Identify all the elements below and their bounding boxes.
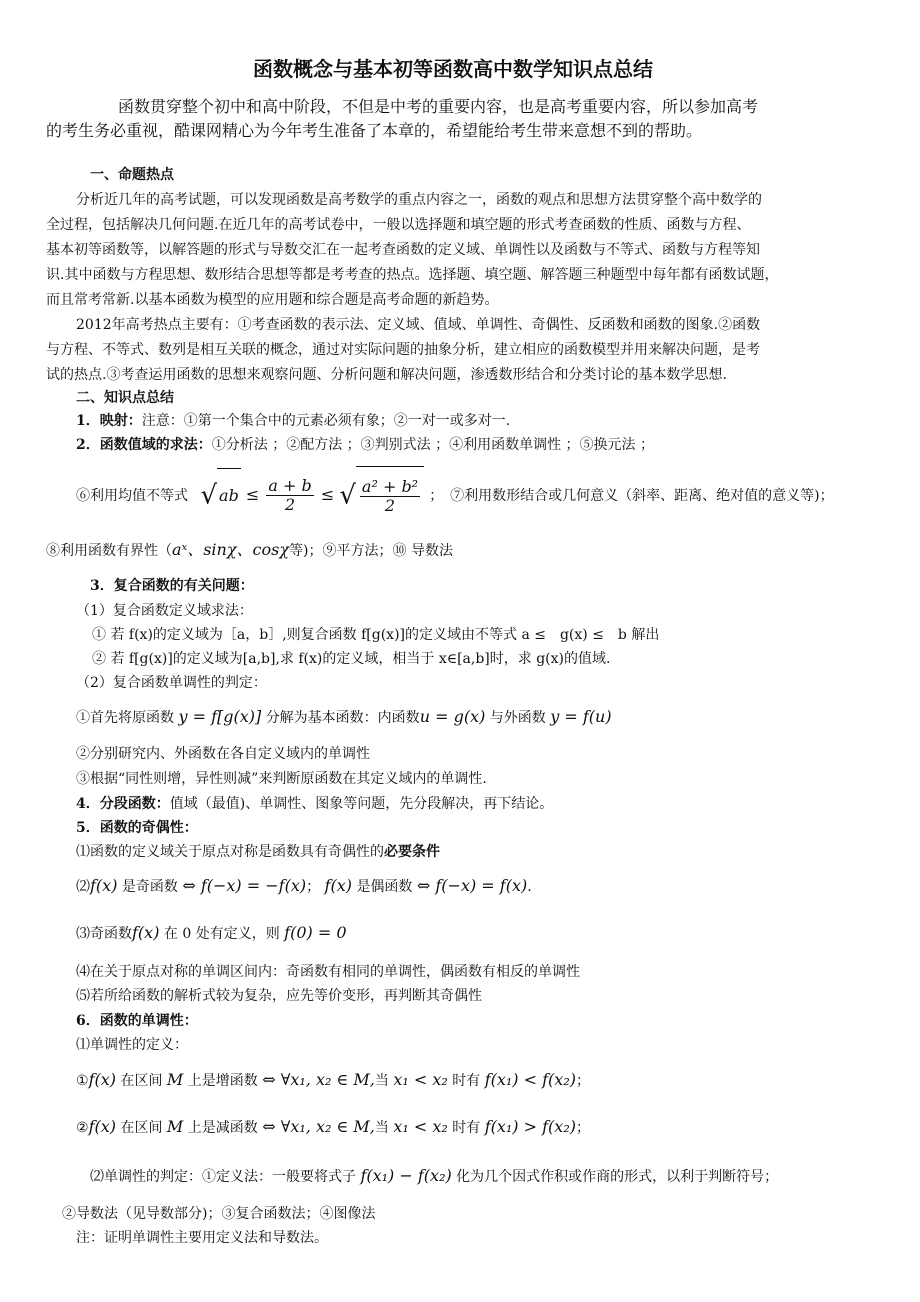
item6-label: 6．函数的单调性： (76, 1013, 198, 1029)
item6-1b (76, 1118, 590, 1137)
formula-y-f-u: y = f(u) (550, 707, 612, 726)
formula: ⇔ ∀x₁, x₂ ∈ M, (262, 1070, 375, 1089)
formula: x₁ < x₂ (393, 1117, 448, 1136)
section1-para1-line: 全过程，包括解决几何问题.在近几年的高考试卷中，一般以选择题和填空题的形式考查函数的性质、函数与方程、 (46, 217, 751, 233)
formula: f(x) (88, 1070, 116, 1089)
item5-2 (76, 877, 532, 896)
section1-para1-line: 而且常考常新.以基本函数为模型的应用题和综合题是高考命题的新趋势。 (46, 292, 499, 308)
item1-label: 1．映射： (76, 413, 142, 429)
item2-line2-prefix: ⑥利用均值不等式 (76, 488, 188, 504)
formula: x₁ < x₂ (393, 1070, 448, 1089)
item3-sub1-a: ① 若 f(x)的定义域为［a，b］,则复合函数 f[g(x)]的定义域由不等式 a ≤ g(x) ≤ b 解出 (92, 627, 660, 643)
section1-para1-line: 分析近几年的高考试题，可以发现函数是高考数学的重点内容之一，函数的观点和思想方法贯穿整个高中数学的 (76, 192, 762, 208)
text: 与外函数 (489, 710, 546, 726)
section1-para1-line: 基本初等函数等，以解答题的形式与导数交汇在一起考查函数的定义域、单调性以及函数与不等式、函数与方程等知 (46, 242, 760, 258)
item5-3 (76, 924, 347, 943)
text: . (527, 879, 532, 895)
text: 时有 (452, 1073, 481, 1089)
section1-para1-line: 识.其中函数与方程思想、数形结合思想等都是考考查的热点。选择题、填空题、解答题三种题型中每年都有函数试题， (46, 267, 779, 283)
formula: ⇔ f(−x) = −f(x) (182, 876, 307, 895)
formula: f(x) (324, 876, 352, 895)
item5-5: ⑸若所给函数的解析式较为复杂，应先等价变形，再判断其奇偶性 (76, 988, 482, 1004)
item3-sub2-c: ③根据“同性则增，异性则减”来判断原函数在其定义域内的单调性. (76, 771, 487, 787)
necessary-condition: 必要条件 (384, 844, 440, 860)
note: 注：证明单调性主要用定义法和导数法。 (76, 1230, 328, 1246)
text: 当 (374, 1120, 389, 1136)
item5-label: 5．函数的奇偶性： (76, 820, 198, 836)
item4-piecewise (76, 795, 553, 813)
text: ①首先将原函数 (76, 710, 174, 726)
formula: ⇔ ∀x₁, x₂ ∈ M, (262, 1117, 375, 1136)
formula-u-g-x: u = g(x) (419, 707, 486, 726)
formula: f(x₁) > f(x₂) (484, 1117, 576, 1136)
intro-line-2: 的考生务必重视，酷课网精心为今年考生准备了本章的，希望能给考生带来意想不到的帮助。 (46, 121, 703, 140)
text: 分解为基本函数：内函数 (265, 710, 420, 726)
formula: f(x) (88, 1117, 116, 1136)
text: ； (575, 1120, 590, 1136)
item2-line3-text: ⑧利用函数有界性（ (46, 543, 172, 559)
item2-line3-end: 等)；⑨平方法；⑩ 导数法 (289, 543, 453, 559)
text: ① (76, 1073, 89, 1089)
item3-sub1: （1）复合函数定义域求法： (76, 603, 253, 619)
item2-label: 2．函数值域的求法： (76, 437, 212, 453)
formula: f(x) (90, 876, 118, 895)
page-title: 函数概念与基本初等函数高中数学知识点总结 (253, 57, 653, 81)
formula: M (166, 1117, 184, 1136)
text: 上是增函数 (187, 1073, 258, 1089)
formula: M (166, 1070, 184, 1089)
mean-inequality-formula: √ ab ≤ $\frac{a + b}{2}$ ≤ √ $\frac{\text{a² + b²}}{2}$ (200, 485, 429, 504)
item5-4: ⑷在关于原点对称的单调区间内：奇函数有相同的单调性，偶函数有相反的单调性 (76, 964, 580, 980)
text: ； (575, 1073, 590, 1089)
text: ⑴函数的定义域关于原点对称是函数具有奇偶性的 (76, 844, 384, 860)
item2-line2 (76, 466, 834, 520)
section1-para2-line: 与方程、不等式、数列是相互关联的概念，通过对实际问题的抽象分析，建立相应的函数模型并用来解决问题，是考 (46, 342, 760, 358)
text: 当 (374, 1073, 389, 1089)
section1-para2-line: 2012年高考热点主要有：①考查函数的表示法、定义域、值域、单调性、奇偶性、反函数和函数的图象.②函数 (76, 317, 761, 333)
formula-y-f-g-x: y = f[g(x)] (178, 707, 262, 726)
item4-text: 值域（最值)、单调性、图象等问题，先分段解决，再下结论。 (169, 796, 554, 812)
item2-line2-suffix: ； ⑦利用数形结合或几何意义（斜率、距离、绝对值的意义等)； (429, 488, 834, 504)
formula: f(x₁) − f(x₂) (360, 1166, 452, 1185)
intro-line-1: 函数贯穿整个初中和高中阶段，不但是中考的重要内容，也是高考重要内容，所以参加高考 (118, 97, 759, 116)
item4-label: 4．分段函数： (76, 796, 170, 812)
item6-1: ⑴单调性的定义： (76, 1037, 188, 1053)
item3-sub1-b: ② 若 f[g(x)]的定义域为[a,b],求 f(x)的定义域，相当于 x∈[a,b]时，求 g(x)的值域. (92, 651, 611, 667)
text: ⑵单调性的判定：①定义法：一般要将式子 (90, 1169, 356, 1185)
item1-text: 注意：①第一个集合中的元素必须有象；②一对一或多对一. (141, 413, 511, 429)
text: 化为几个因式作积或作商的形式，以利于判断符号； (456, 1169, 779, 1185)
section1-para2-line: 试的热点.③考查运用函数的思想来观察问题、分析问题和解决问题，渗透数形结合和分类讨论的基本数学思想. (46, 367, 727, 383)
item6-2 (90, 1167, 778, 1186)
item6-2-line2: ②导数法（见导数部分)；③复合函数法；④图像法 (62, 1206, 376, 1222)
item6-1a (76, 1071, 590, 1090)
item2-line3 (46, 541, 453, 560)
boundedness-examples: aˣ、sinχ、cosχ (172, 540, 290, 559)
text: 在区间 (120, 1120, 163, 1136)
item2-text: ①分析法 ；②配方法 ；③判别式法 ；④利用函数单调性 ；⑤换元法 ； (211, 437, 654, 453)
text: ② (76, 1120, 89, 1136)
text: 时有 (452, 1120, 481, 1136)
item1-mapping (76, 412, 510, 430)
item3-sub2-b: ②分别研究内、外函数在各自定义域内的单调性 (76, 746, 370, 762)
text: 是奇函数 (121, 879, 178, 895)
section1-heading: 一、命题热点 (90, 167, 174, 183)
item3-label: 3．复合函数的有关问题： (90, 578, 254, 594)
text: 在 0 处有定义，则 (163, 926, 280, 942)
item5-1 (76, 843, 440, 861)
text: 上是减函数 (187, 1120, 258, 1136)
item3-sub2: （2）复合函数单调性的判定： (76, 675, 267, 691)
item3-sub2-a (76, 708, 612, 727)
formula: ⇔ f(−x) = f(x) (416, 876, 528, 895)
text: ； (306, 879, 321, 895)
text: ⑶奇函数 (76, 926, 132, 942)
formula: f(x) (132, 923, 160, 942)
item2-range-methods (76, 436, 654, 454)
section2-heading: 二、知识点总结 (76, 390, 174, 406)
text: ⑵ (76, 879, 90, 895)
formula: f(x₁) < f(x₂) (484, 1070, 576, 1089)
text: 在区间 (120, 1073, 163, 1089)
formula: f(0) = 0 (284, 923, 347, 942)
text: 是偶函数 (356, 879, 413, 895)
